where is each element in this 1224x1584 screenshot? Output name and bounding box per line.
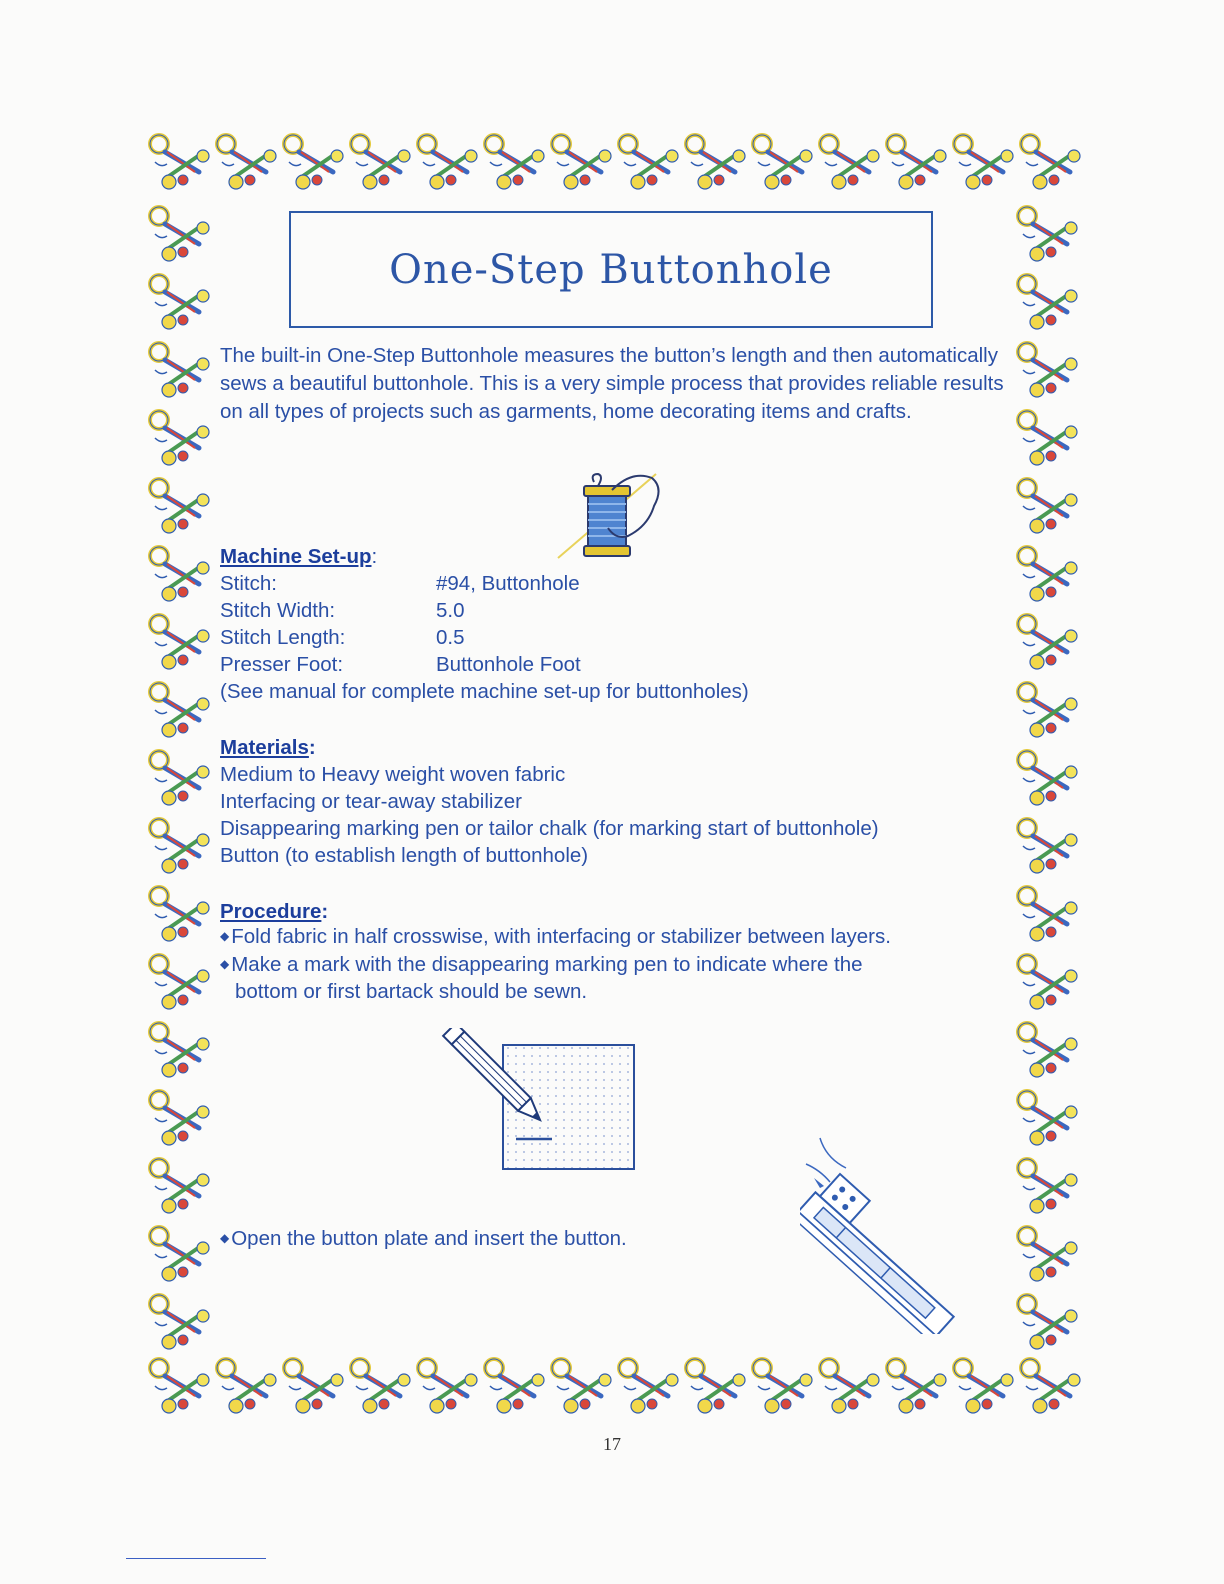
material-item: Button (to establish length of buttonhole)	[220, 844, 589, 867]
procedure-heading: Procedure	[220, 900, 322, 923]
footer-rule	[126, 1558, 266, 1559]
page-title: One-Step Buttonhole	[389, 246, 833, 293]
setup-label: Stitch Width:	[220, 599, 336, 622]
setup-row-foot	[220, 651, 581, 678]
setup-value: 0.5	[436, 626, 465, 649]
setup-value: #94, Buttonhole	[436, 572, 580, 595]
procedure-step-1: ◆Fold fabric in half crosswise, with interfacing or stabilizer between layers.	[220, 925, 891, 948]
material-item: Disappearing marking pen or tailor chalk (for marking start of buttonhole)	[220, 817, 879, 840]
page-number: 17	[603, 1434, 621, 1454]
thread-spool-icon	[552, 462, 672, 562]
setup-row-length	[220, 624, 465, 651]
bullet-icon: ◆	[220, 929, 230, 943]
setup-label: Presser Foot:	[220, 653, 344, 676]
setup-label: Stitch Length:	[220, 626, 346, 649]
bullet-icon: ◆	[220, 1231, 230, 1245]
machine-setup-heading-line: Machine Set-up:	[220, 545, 378, 568]
setup-note: (See manual for complete machine set-up for buttonholes)	[220, 680, 749, 703]
material-item: Medium to Heavy weight woven fabric	[220, 763, 566, 786]
buttonhole-foot-icon	[800, 1134, 1000, 1334]
setup-value: Buttonhole Foot	[436, 653, 581, 676]
materials-heading: Materials	[220, 736, 309, 759]
procedure-heading-line: Procedure:	[220, 900, 329, 923]
machine-setup-heading: Machine Set-up	[220, 545, 372, 568]
intro-paragraph: The built-in One-Step Buttonhole measures the button’s length and then automatically sews a beautiful buttonhole. This is a very simple process that provides reliable results on all types of projects such as garments, home decorating items and crafts.	[220, 344, 1004, 423]
setup-value: 5.0	[436, 599, 465, 622]
scissors-border-top-icon	[143, 128, 1083, 200]
procedure-step-2: ◆Make a mark with the disappearing marking pen to indicate where the	[220, 953, 863, 976]
pencil-marking-icon	[440, 1028, 640, 1173]
scissors-border-bottom-icon	[143, 1352, 1083, 1424]
bullet-icon: ◆	[220, 957, 230, 971]
title-box	[289, 211, 933, 328]
setup-row-width	[220, 597, 465, 624]
procedure-step-2-continued: bottom or first bartack should be sewn.	[235, 980, 588, 1003]
scissors-border-left-icon	[143, 200, 215, 1352]
procedure-step-3: ◆Open the button plate and insert the button.	[220, 1227, 627, 1250]
scissors-border-right-icon	[1011, 200, 1083, 1352]
setup-row-stitch	[220, 570, 580, 597]
materials-heading-line: Materials:	[220, 736, 316, 759]
setup-label: Stitch:	[220, 572, 277, 595]
material-item: Interfacing or tear-away stabilizer	[220, 790, 522, 813]
